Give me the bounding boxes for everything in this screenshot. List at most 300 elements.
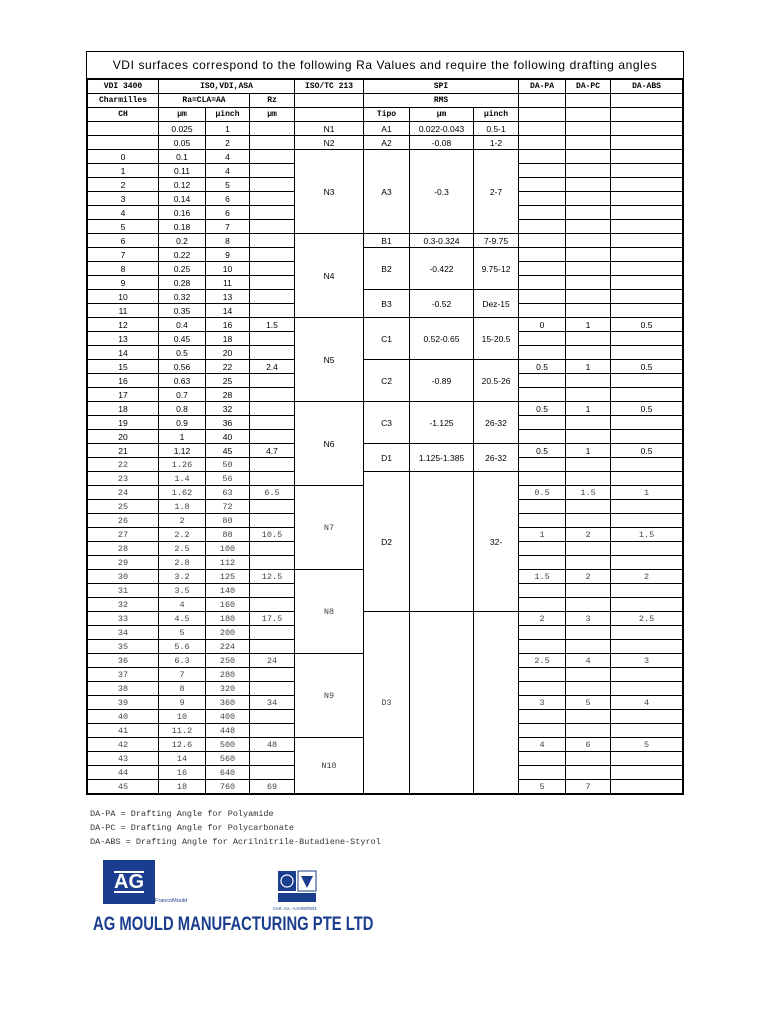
cell-ra-uinch: 360 [206, 696, 250, 710]
cell-da-abs [611, 682, 683, 696]
cell-ch: 8 [88, 262, 159, 276]
cell-ch: 29 [88, 556, 159, 570]
cell-ch: 13 [88, 332, 159, 346]
certification-badge-icon [277, 870, 317, 904]
cell-ra-uinch: 100 [206, 542, 250, 556]
cell-ra-um: 0.35 [159, 304, 206, 318]
cell-ra-uinch: 14 [206, 304, 250, 318]
cell-da-pc [566, 430, 611, 444]
cell-spi-um: -0.08 [410, 136, 474, 150]
cell-rz [250, 136, 295, 150]
table-row [88, 444, 683, 458]
cell-spi-um: 0.52-0.65 [410, 318, 474, 360]
cell-ra-uinch: 640 [206, 766, 250, 780]
cell-ra-uinch: 25 [206, 374, 250, 388]
cell-ch: 34 [88, 626, 159, 640]
cell-da-pc: 1 [566, 444, 611, 458]
cell-ra-um: 1.8 [159, 500, 206, 514]
cell-da-pc [566, 668, 611, 682]
cell-ra-uinch: 40 [206, 430, 250, 444]
header-spi-uinch: µinch [474, 108, 519, 122]
cell-ra-um: 2.5 [159, 542, 206, 556]
cell-ra-uinch: 36 [206, 416, 250, 430]
table-body [88, 80, 683, 794]
cell-da-abs: 0.5 [611, 402, 683, 416]
cell-spi-uinch: 26-32 [474, 402, 519, 444]
cell-ra-um: 0.25 [159, 262, 206, 276]
cell-ra-um: 0.05 [159, 136, 206, 150]
header-iso-tc-213: ISO/TC 213 [295, 80, 364, 94]
cell-iso-tc-213: N1 [295, 122, 364, 136]
cell-ch: 5 [88, 220, 159, 234]
cell-da-pa [519, 682, 566, 696]
cell-ch: 15 [88, 360, 159, 374]
cell-da-abs: 1.5 [611, 528, 683, 542]
cell-da-pc [566, 682, 611, 696]
cell-spi-uinch: 1-2 [474, 136, 519, 150]
cell-spi-uinch: 2-7 [474, 150, 519, 234]
cell-ra-uinch: 200 [206, 626, 250, 640]
header-tipo: Tipo [364, 108, 410, 122]
cell-ra-uinch: 9 [206, 248, 250, 262]
cell-da-pc [566, 346, 611, 360]
cell-da-abs [611, 542, 683, 556]
header-empty [295, 94, 364, 108]
cell-ra-uinch: 224 [206, 640, 250, 654]
cell-ra-uinch: 400 [206, 710, 250, 724]
cell-da-abs [611, 276, 683, 290]
cell-da-abs [611, 626, 683, 640]
cell-da-pc [566, 416, 611, 430]
cell-da-abs [611, 388, 683, 402]
legend-notes [90, 807, 381, 849]
cell-spi-um: 1.125-1.385 [410, 444, 474, 472]
cell-rz [250, 430, 295, 444]
header-uinch: µinch [206, 108, 250, 122]
ag-logo: AG [103, 860, 155, 904]
cell-da-pa [519, 556, 566, 570]
note-da-pa: DA-PA = Drafting Angle for Polyamide [90, 809, 274, 819]
cell-ra-um: 0.12 [159, 178, 206, 192]
cell-da-pc: 2 [566, 570, 611, 584]
cell-da-abs [611, 206, 683, 220]
cell-ra-uinch: 4 [206, 164, 250, 178]
cell-da-pc [566, 556, 611, 570]
cell-da-abs [611, 710, 683, 724]
cell-rz [250, 206, 295, 220]
cell-ra-um: 0.28 [159, 276, 206, 290]
cell-ra-uinch: 320 [206, 682, 250, 696]
cell-ra-uinch: 72 [206, 500, 250, 514]
cell-ra-um: 8 [159, 682, 206, 696]
cell-ra-uinch: 7 [206, 220, 250, 234]
cell-rz: 24 [250, 654, 295, 668]
cell-ra-uinch: 180 [206, 612, 250, 626]
cell-ra-um: 2.8 [159, 556, 206, 570]
cell-spi-tipo: B1 [364, 234, 410, 248]
cell-da-pc [566, 500, 611, 514]
cell-rz: 17.5 [250, 612, 295, 626]
cell-spi-tipo: B2 [364, 248, 410, 290]
cell-da-pa [519, 626, 566, 640]
table-row [88, 136, 683, 150]
cell-da-pc [566, 150, 611, 164]
company-name: AG MOULD MANUFACTURING PTE LTD [93, 914, 374, 935]
cell-da-pa [519, 458, 566, 472]
cell-rz [250, 556, 295, 570]
cell-da-pa [519, 374, 566, 388]
cell-da-pc [566, 598, 611, 612]
cell-ch: 4 [88, 206, 159, 220]
cell-spi-uinch: 26-32 [474, 444, 519, 472]
cell-da-abs [611, 556, 683, 570]
cell-ch: 33 [88, 612, 159, 626]
cell-rz: 2.4 [250, 360, 295, 374]
header-iso-vdi-asa: ISO,VDI,ASA [159, 80, 295, 94]
cell-ra-uinch: 16 [206, 318, 250, 332]
cell-rz: 48 [250, 738, 295, 752]
cell-ra-um: 0.63 [159, 374, 206, 388]
cell-da-abs [611, 598, 683, 612]
header-rz-um: µm [250, 108, 295, 122]
cell-da-abs [611, 514, 683, 528]
cell-ra-um: 0.025 [159, 122, 206, 136]
table-row [88, 122, 683, 136]
cell-rz [250, 668, 295, 682]
cell-da-pa [519, 304, 566, 318]
cell-rz [250, 346, 295, 360]
cell-da-pa [519, 262, 566, 276]
cell-da-pa: 5 [519, 780, 566, 794]
table-row [88, 248, 683, 262]
cell-ra-um: 0.8 [159, 402, 206, 416]
cell-spi-tipo: B3 [364, 290, 410, 318]
francomould-label: FrancoMould [155, 898, 188, 904]
table-row [88, 360, 683, 374]
cell-rz [250, 192, 295, 206]
cell-iso-tc-213: N5 [295, 318, 364, 402]
cell-da-pc [566, 220, 611, 234]
cell-da-pa: 0.5 [519, 360, 566, 374]
cell-rz: 34 [250, 696, 295, 710]
company-logo-block [93, 856, 374, 938]
cell-da-pc [566, 640, 611, 654]
cell-da-abs: 1 [611, 486, 683, 500]
cell-da-abs: 3 [611, 654, 683, 668]
cell-rz [250, 402, 295, 416]
cell-ra-uinch: 5 [206, 178, 250, 192]
cell-da-pa [519, 346, 566, 360]
cell-da-abs: 4 [611, 696, 683, 710]
cell-rz [250, 584, 295, 598]
cell-ra-uinch: 112 [206, 556, 250, 570]
cell-da-pa [519, 122, 566, 136]
cell-da-abs: 2.5 [611, 612, 683, 626]
cell-da-pc: 2 [566, 528, 611, 542]
cell-ch: 0 [88, 150, 159, 164]
cell-iso-tc-213: N2 [295, 136, 364, 150]
cell-ch: 35 [88, 640, 159, 654]
cell-spi-um: 0.022-0.043 [410, 122, 474, 136]
cell-rz [250, 752, 295, 766]
cell-da-pc: 7 [566, 780, 611, 794]
cell-da-abs [611, 164, 683, 178]
cell-da-abs [611, 262, 683, 276]
cell-rz [250, 234, 295, 248]
cell-ra-um: 0.7 [159, 388, 206, 402]
cell-da-pc [566, 472, 611, 486]
cell-ra-uinch: 4 [206, 150, 250, 164]
cell-da-pa [519, 178, 566, 192]
cell-da-pa [519, 192, 566, 206]
cell-da-pc [566, 178, 611, 192]
cell-ch: 38 [88, 682, 159, 696]
cell-rz: 69 [250, 780, 295, 794]
cell-da-abs [611, 122, 683, 136]
cell-da-pc [566, 752, 611, 766]
cell-ra-um: 0.1 [159, 150, 206, 164]
table-row [88, 150, 683, 164]
cell-ra-um: 2 [159, 514, 206, 528]
cell-rz [250, 766, 295, 780]
cell-rz [250, 122, 295, 136]
header-spi: SPI [364, 80, 519, 94]
table-row [88, 472, 683, 486]
cell-ch: 26 [88, 514, 159, 528]
cell-ch: 24 [88, 486, 159, 500]
table-row [88, 290, 683, 304]
cell-ra-um: 0.56 [159, 360, 206, 374]
cell-ra-um: 0.22 [159, 248, 206, 262]
table-row [88, 318, 683, 332]
cell-da-pc [566, 626, 611, 640]
cell-da-abs [611, 332, 683, 346]
cell-ch [88, 122, 159, 136]
header-da-abs: DA-ABS [611, 80, 683, 94]
cell-rz [250, 500, 295, 514]
cell-ra-uinch: 18 [206, 332, 250, 346]
cell-da-abs [611, 472, 683, 486]
cell-ch: 9 [88, 276, 159, 290]
cell-da-pa: 1 [519, 528, 566, 542]
cell-da-abs [611, 374, 683, 388]
cell-da-pa [519, 640, 566, 654]
cell-iso-tc-213: N4 [295, 234, 364, 318]
cell-rz: 10.5 [250, 528, 295, 542]
cell-ra-um: 0.5 [159, 346, 206, 360]
cell-da-abs [611, 136, 683, 150]
cell-da-pc [566, 206, 611, 220]
cell-da-pa [519, 514, 566, 528]
cell-ra-uinch: 140 [206, 584, 250, 598]
cell-ra-um: 0.18 [159, 220, 206, 234]
certificate-number: Cert. no.: AJA08/0591 [273, 906, 318, 911]
cell-rz [250, 598, 295, 612]
cell-da-pa [519, 248, 566, 262]
cell-da-pa [519, 472, 566, 486]
cell-spi-uinch: 0.5-1 [474, 122, 519, 136]
header-da-pa: DA-PA [519, 80, 566, 94]
cell-da-abs: 0.5 [611, 444, 683, 458]
document-title: VDI surfaces correspond to the following Ra Values and require the following drafting angles [87, 52, 683, 79]
cell-ra-uinch: 760 [206, 780, 250, 794]
cell-da-abs [611, 304, 683, 318]
cell-ra-um: 10 [159, 710, 206, 724]
cell-ra-um: 9 [159, 696, 206, 710]
cell-spi-um: -0.89 [410, 360, 474, 402]
cell-rz [250, 164, 295, 178]
cell-da-pc [566, 164, 611, 178]
cell-rz: 12.5 [250, 570, 295, 584]
cell-da-pa: 3 [519, 696, 566, 710]
cell-ch: 22 [88, 458, 159, 472]
cell-rz [250, 626, 295, 640]
cell-spi-tipo: A1 [364, 122, 410, 136]
cell-iso-tc-213: N3 [295, 150, 364, 234]
cell-rz [250, 178, 295, 192]
cell-ra-uinch: 8 [206, 234, 250, 248]
cell-rz [250, 374, 295, 388]
cell-da-abs [611, 192, 683, 206]
cell-ch: 3 [88, 192, 159, 206]
cell-spi-um: -0.3 [410, 150, 474, 234]
cell-ch: 14 [88, 346, 159, 360]
cell-ra-uinch: 13 [206, 290, 250, 304]
cell-da-pa [519, 416, 566, 430]
cell-rz [250, 472, 295, 486]
cell-da-pa [519, 430, 566, 444]
cell-da-pc: 6 [566, 738, 611, 752]
cell-da-pa: 1.5 [519, 570, 566, 584]
cell-spi-um: -1.125 [410, 402, 474, 444]
cell-ra-uinch: 448 [206, 724, 250, 738]
cell-spi-tipo: C1 [364, 318, 410, 360]
cell-rz [250, 416, 295, 430]
cell-ra-um: 0.16 [159, 206, 206, 220]
header-vdi3400: VDI 3400 [88, 80, 159, 94]
cell-ch: 12 [88, 318, 159, 332]
cell-spi-uinch: Dez-15 [474, 290, 519, 318]
cell-ra-uinch: 20 [206, 346, 250, 360]
cell-ch [88, 136, 159, 150]
cell-da-abs [611, 220, 683, 234]
cell-da-pc [566, 374, 611, 388]
cell-ch: 43 [88, 752, 159, 766]
cell-rz [250, 458, 295, 472]
cell-ch: 31 [88, 584, 159, 598]
cell-da-pa [519, 136, 566, 150]
cell-ra-uinch: 11 [206, 276, 250, 290]
cell-da-pc [566, 584, 611, 598]
cell-da-abs: 2 [611, 570, 683, 584]
cell-da-abs [611, 458, 683, 472]
cell-spi-uinch: 32- [474, 472, 519, 612]
cell-rz [250, 262, 295, 276]
cell-rz [250, 290, 295, 304]
cell-ch: 42 [88, 738, 159, 752]
cell-da-pc: 4 [566, 654, 611, 668]
cell-ra-um: 1.26 [159, 458, 206, 472]
cell-ch: 19 [88, 416, 159, 430]
cell-ra-um: 16 [159, 766, 206, 780]
cell-spi-um: -0.422 [410, 248, 474, 290]
cell-ra-um: 0.45 [159, 332, 206, 346]
cell-ch: 2 [88, 178, 159, 192]
cell-da-abs [611, 416, 683, 430]
cell-rz [250, 514, 295, 528]
cell-da-pa [519, 584, 566, 598]
cell-da-pc [566, 248, 611, 262]
header-empty [611, 108, 683, 122]
cell-ra-uinch: 6 [206, 192, 250, 206]
cell-ch: 41 [88, 724, 159, 738]
cell-da-pc [566, 136, 611, 150]
cell-da-abs [611, 752, 683, 766]
cell-ra-um: 2.2 [159, 528, 206, 542]
cell-da-pc: 1.5 [566, 486, 611, 500]
cell-spi-tipo: D1 [364, 444, 410, 472]
cell-da-pc [566, 234, 611, 248]
cell-da-pc [566, 276, 611, 290]
cell-ra-uinch: 250 [206, 654, 250, 668]
cell-da-pc [566, 304, 611, 318]
cell-rz [250, 150, 295, 164]
cell-ra-uinch: 280 [206, 668, 250, 682]
cell-da-pc [566, 262, 611, 276]
cell-ch: 28 [88, 542, 159, 556]
cell-da-abs [611, 346, 683, 360]
cell-da-pa: 0 [519, 318, 566, 332]
cell-spi-tipo: A3 [364, 150, 410, 234]
cell-ra-um: 1.62 [159, 486, 206, 500]
cell-da-abs [611, 430, 683, 444]
cell-rz [250, 248, 295, 262]
cell-da-pa [519, 598, 566, 612]
cell-da-pc [566, 542, 611, 556]
cell-da-pa [519, 752, 566, 766]
cell-ra-um: 7 [159, 668, 206, 682]
cell-ra-um: 4 [159, 598, 206, 612]
cell-da-abs [611, 584, 683, 598]
cell-da-pa [519, 668, 566, 682]
note-da-abs: DA-ABS = Drafting Angle for Acrilnitrile-Butadiene-Styrol [90, 837, 381, 847]
cell-da-abs [611, 766, 683, 780]
cell-ch: 32 [88, 598, 159, 612]
cell-ch: 11 [88, 304, 159, 318]
cell-da-pc: 1 [566, 360, 611, 374]
cell-spi-tipo: C3 [364, 402, 410, 444]
cell-da-pc [566, 766, 611, 780]
cell-ch: 21 [88, 444, 159, 458]
cell-ra-uinch: 28 [206, 388, 250, 402]
header-row-2 [88, 94, 683, 108]
cell-da-pc [566, 724, 611, 738]
cell-da-pa [519, 710, 566, 724]
surface-table-document [86, 51, 684, 795]
cell-ch: 36 [88, 654, 159, 668]
cell-rz: 1.5 [250, 318, 295, 332]
cell-iso-tc-213: N8 [295, 570, 364, 654]
header-um: µm [159, 108, 206, 122]
cell-ra-uinch: 32 [206, 402, 250, 416]
cell-spi-um [410, 612, 474, 794]
cell-ch: 25 [88, 500, 159, 514]
cell-ra-uinch: 6 [206, 206, 250, 220]
cell-iso-tc-213: N6 [295, 402, 364, 486]
cell-da-abs [611, 290, 683, 304]
header-row-3 [88, 108, 683, 122]
table-row [88, 234, 683, 248]
